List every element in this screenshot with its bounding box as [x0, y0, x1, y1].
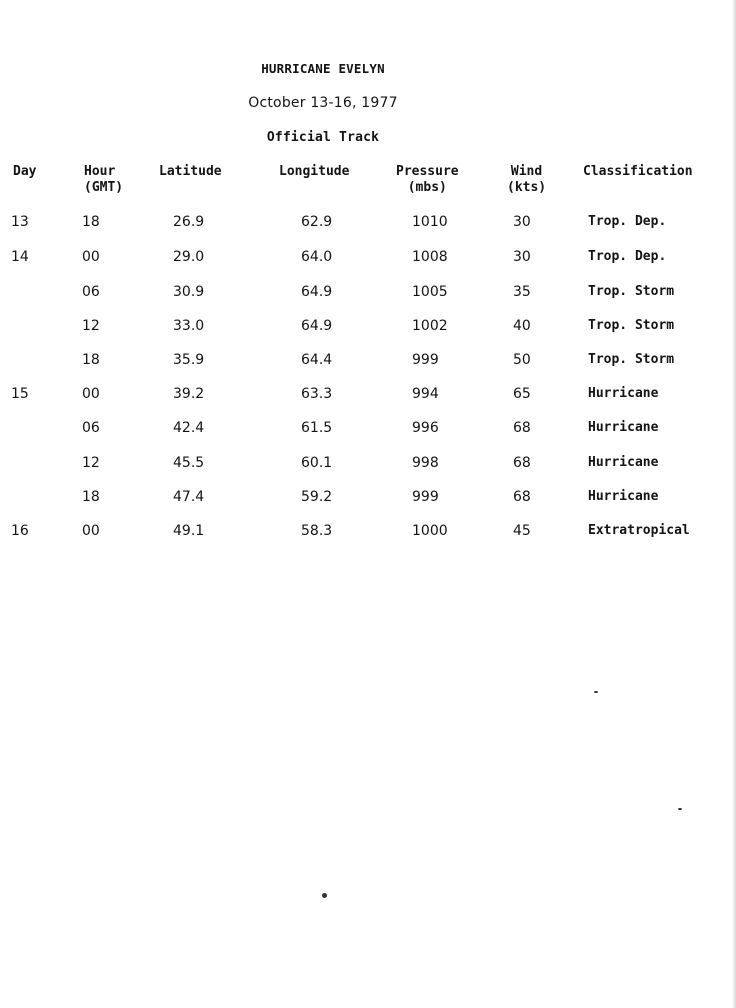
- cell-classification: Trop. Storm: [588, 284, 675, 299]
- header-classification: [583, 164, 693, 180]
- cell-classification: Hurricane: [588, 386, 659, 401]
- cell-day: 16: [11, 523, 29, 539]
- cell-wind: 50: [513, 352, 531, 368]
- cell-day: 13: [11, 214, 29, 230]
- cell-wind: 35: [513, 284, 531, 300]
- cell-hour: 12: [82, 455, 100, 471]
- cell-classification: Trop. Storm: [588, 352, 675, 367]
- cell-hour: 06: [82, 420, 100, 436]
- cell-pressure: 999: [412, 352, 439, 368]
- cell-wind: 68: [513, 420, 531, 436]
- header-wind: [507, 164, 546, 196]
- cell-classification: Hurricane: [588, 455, 659, 470]
- header-longitude: [279, 164, 349, 180]
- paper-speck: [594, 691, 598, 693]
- cell-day: 14: [11, 249, 29, 265]
- cell-hour: 18: [82, 214, 100, 230]
- cell-latitude: 26.9: [173, 214, 205, 230]
- cell-pressure: 1005: [412, 284, 448, 300]
- cell-latitude: 33.0: [173, 318, 205, 334]
- header-day-label: Day: [13, 164, 37, 179]
- header-wind-label: Wind: [510, 164, 543, 179]
- cell-longitude: 64.9: [301, 318, 333, 334]
- cell-longitude: 63.3: [301, 386, 333, 402]
- cell-pressure: 994: [412, 386, 439, 402]
- cell-longitude: 60.1: [301, 455, 333, 471]
- cell-longitude: 59.2: [301, 489, 333, 505]
- cell-classification: Trop. Dep.: [588, 214, 667, 229]
- header-pressure: [396, 164, 459, 196]
- cell-latitude: 29.0: [173, 249, 205, 265]
- cell-latitude: 49.1: [173, 523, 205, 539]
- header-hour-label: Hour: [84, 164, 116, 179]
- cell-pressure: 998: [412, 455, 439, 471]
- cell-longitude: 64.4: [301, 352, 333, 368]
- document-subtitle: Official Track: [266, 130, 380, 145]
- cell-longitude: 61.5: [301, 420, 333, 436]
- cell-longitude: 62.9: [301, 214, 333, 230]
- cell-wind: 30: [513, 249, 531, 265]
- header-classification-label: Classification: [583, 164, 693, 179]
- cell-pressure: 1000: [412, 523, 448, 539]
- cell-day: 15: [11, 386, 29, 402]
- cell-longitude: 58.3: [301, 523, 333, 539]
- cell-latitude: 42.4: [173, 420, 205, 436]
- cell-wind: 68: [513, 489, 531, 505]
- cell-pressure: 999: [412, 489, 439, 505]
- cell-classification: Hurricane: [588, 489, 659, 504]
- cell-wind: 30: [513, 214, 531, 230]
- cell-wind: 40: [513, 318, 531, 334]
- cell-hour: 00: [82, 386, 100, 402]
- cell-latitude: 45.5: [173, 455, 205, 471]
- header-latitude: [159, 164, 222, 180]
- cell-latitude: 30.9: [173, 284, 205, 300]
- paper-speck: [678, 808, 682, 810]
- cell-wind: 68: [513, 455, 531, 471]
- cell-hour: 12: [82, 318, 100, 334]
- cell-classification: Extratropical: [588, 523, 690, 538]
- header-hour-unit: (GMT): [84, 180, 124, 195]
- cell-hour: 18: [82, 352, 100, 368]
- cell-wind: 45: [513, 523, 531, 539]
- cell-latitude: 35.9: [173, 352, 205, 368]
- cell-classification: Trop. Dep.: [588, 249, 667, 264]
- document-dates: October 13-16, 1977: [248, 95, 398, 111]
- header-latitude-label: Latitude: [159, 164, 222, 179]
- document-title: HURRICANE EVELYN: [261, 61, 385, 76]
- cell-pressure: 1008: [412, 249, 448, 265]
- paper-speck: [322, 893, 327, 898]
- header-longitude-label: Longitude: [279, 164, 350, 179]
- cell-latitude: 39.2: [173, 386, 205, 402]
- cell-longitude: 64.9: [301, 284, 333, 300]
- cell-wind: 65: [513, 386, 531, 402]
- cell-hour: 06: [82, 284, 100, 300]
- header-wind-unit: (kts): [507, 180, 547, 195]
- cell-latitude: 47.4: [173, 489, 205, 505]
- cell-pressure: 1010: [412, 214, 448, 230]
- header-pressure-label: Pressure: [396, 164, 459, 179]
- cell-classification: Trop. Storm: [588, 318, 675, 333]
- cell-classification: Hurricane: [588, 420, 659, 435]
- cell-pressure: 1002: [412, 318, 448, 334]
- page-edge-shadow: [732, 0, 736, 1008]
- header-pressure-unit: (mbs): [407, 180, 447, 195]
- cell-pressure: 996: [412, 420, 439, 436]
- header-hour: [84, 164, 123, 196]
- cell-longitude: 64.0: [301, 249, 333, 265]
- cell-hour: 00: [82, 523, 100, 539]
- cell-hour: 18: [82, 489, 100, 505]
- cell-hour: 00: [82, 249, 100, 265]
- header-day: [13, 164, 36, 180]
